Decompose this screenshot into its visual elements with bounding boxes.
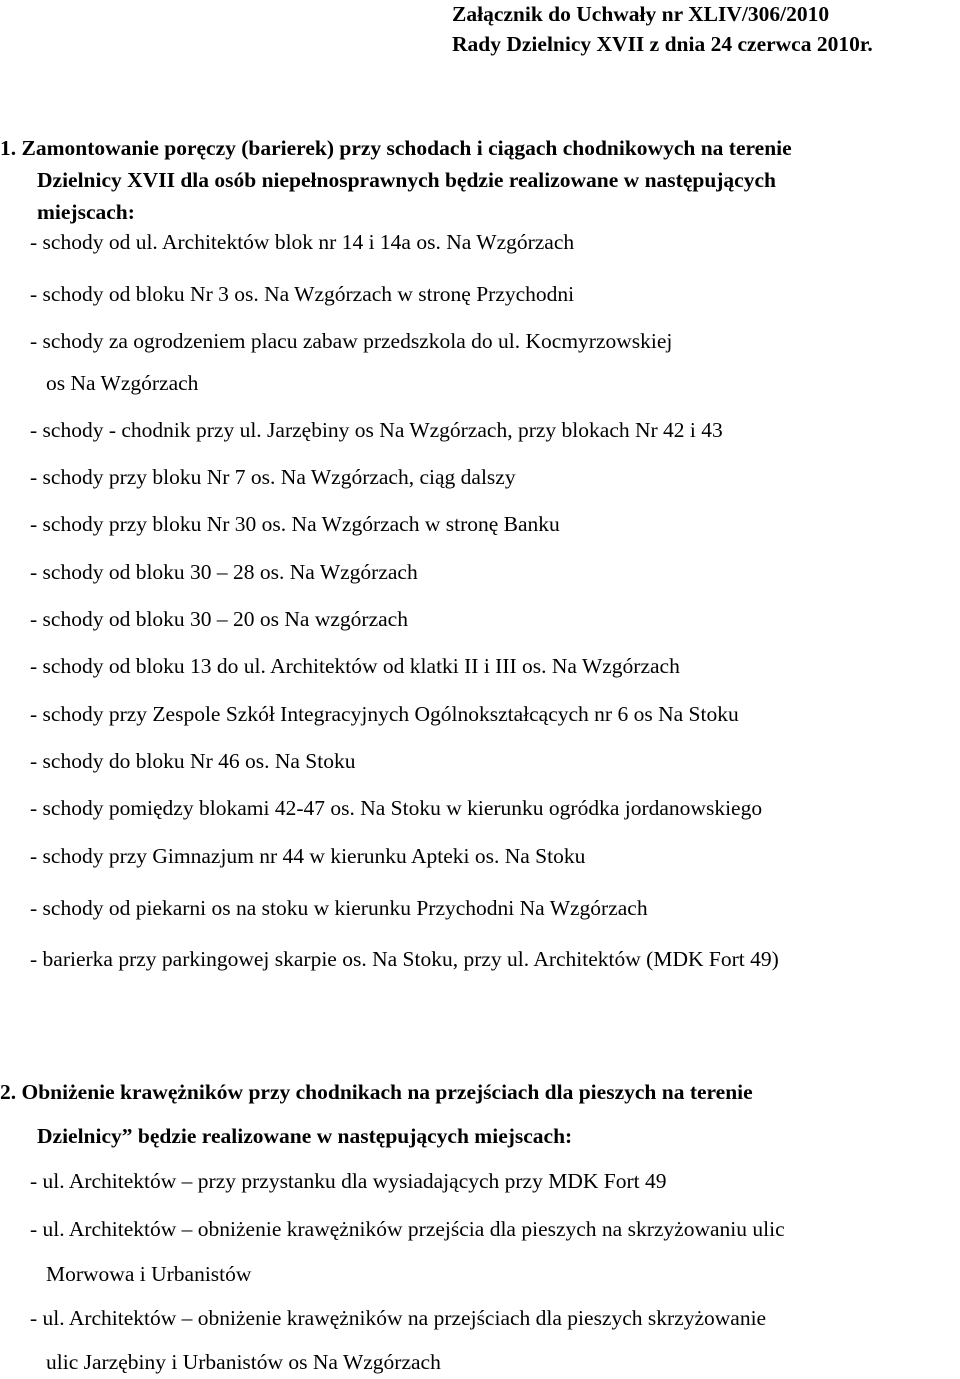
list-item: - schody przy bloku Nr 7 os. Na Wzgórzach, ciąg dalszy: [30, 465, 516, 489]
list-item: - ul. Architektów – obniżenie krawężników przejścia dla pieszych na skrzyżowaniu ulic: [30, 1217, 785, 1241]
list-item: - schody przy bloku Nr 30 os. Na Wzgórzach w stronę Banku: [30, 512, 560, 536]
list-item: - ul. Architektów – obniżenie krawężników na przejściach dla pieszych skrzyżowanie: [30, 1306, 767, 1330]
attachment-title-line2: Rady Dzielnicy XVII z dnia 24 czerwca 2010r.: [452, 32, 873, 56]
list-item-continuation: Morwowa i Urbanistów: [46, 1262, 252, 1286]
section1-heading-line1: 1. Zamontowanie poręczy (barierek) przy schodach i ciągach chodnikowych na terenie: [0, 136, 792, 160]
list-item: - schody za ogrodzeniem placu zabaw przedszkola do ul. Kocmyrzowskiej: [30, 329, 673, 353]
list-item: - schody od bloku Nr 3 os. Na Wzgórzach w stronę Przychodni: [30, 282, 575, 306]
list-item: - barierka przy parkingowej skarpie os. Na Stoku, przy ul. Architektów (MDK Fort 49): [30, 947, 779, 971]
list-item: - schody pomiędzy blokami 42-47 os. Na Stoku w kierunku ogródka jordanowskiego: [30, 796, 763, 820]
list-item: - schody - chodnik przy ul. Jarzębiny os Na Wzgórzach, przy blokach Nr 42 i 43: [30, 418, 723, 442]
list-item: - schody od bloku 30 – 28 os. Na Wzgórzach: [30, 560, 418, 584]
section1-heading-line3: miejscach:: [37, 200, 135, 224]
list-item-continuation: os Na Wzgórzach: [46, 371, 199, 395]
list-item: - schody od bloku 30 – 20 os Na wzgórzach: [30, 607, 408, 631]
list-item-continuation: ulic Jarzębiny i Urbanistów os Na Wzgórzach: [46, 1350, 441, 1374]
list-item: - ul. Architektów – przy przystanku dla wysiadających przy MDK Fort 49: [30, 1169, 667, 1193]
attachment-title-line1: Załącznik do Uchwały nr XLIV/306/2010: [452, 2, 830, 26]
list-item: - schody przy Gimnazjum nr 44 w kierunku Apteki os. Na Stoku: [30, 844, 586, 868]
list-item: - schody od ul. Architektów blok nr 14 i 14a os. Na Wzgórzach: [30, 230, 575, 254]
section1-heading-line2: Dzielnicy XVII dla osób niepełnosprawnych będzie realizowane w następujących: [37, 168, 776, 192]
list-item: - schody od piekarni os na stoku w kierunku Przychodni Na Wzgórzach: [30, 896, 648, 920]
list-item: - schody do bloku Nr 46 os. Na Stoku: [30, 749, 356, 773]
list-item: - schody przy Zespole Szkół Integracyjnych Ogólnokształcących nr 6 os Na Stoku: [30, 702, 739, 726]
section2-heading-line1: 2. Obniżenie krawężników przy chodnikach na przejściach dla pieszych na terenie: [0, 1080, 753, 1104]
section2-heading-line2: Dzielnicy” będzie realizowane w następujących miejscach:: [37, 1124, 573, 1148]
list-item: - schody od bloku 13 do ul. Architektów od klatki II i III os. Na Wzgórzach: [30, 654, 680, 678]
